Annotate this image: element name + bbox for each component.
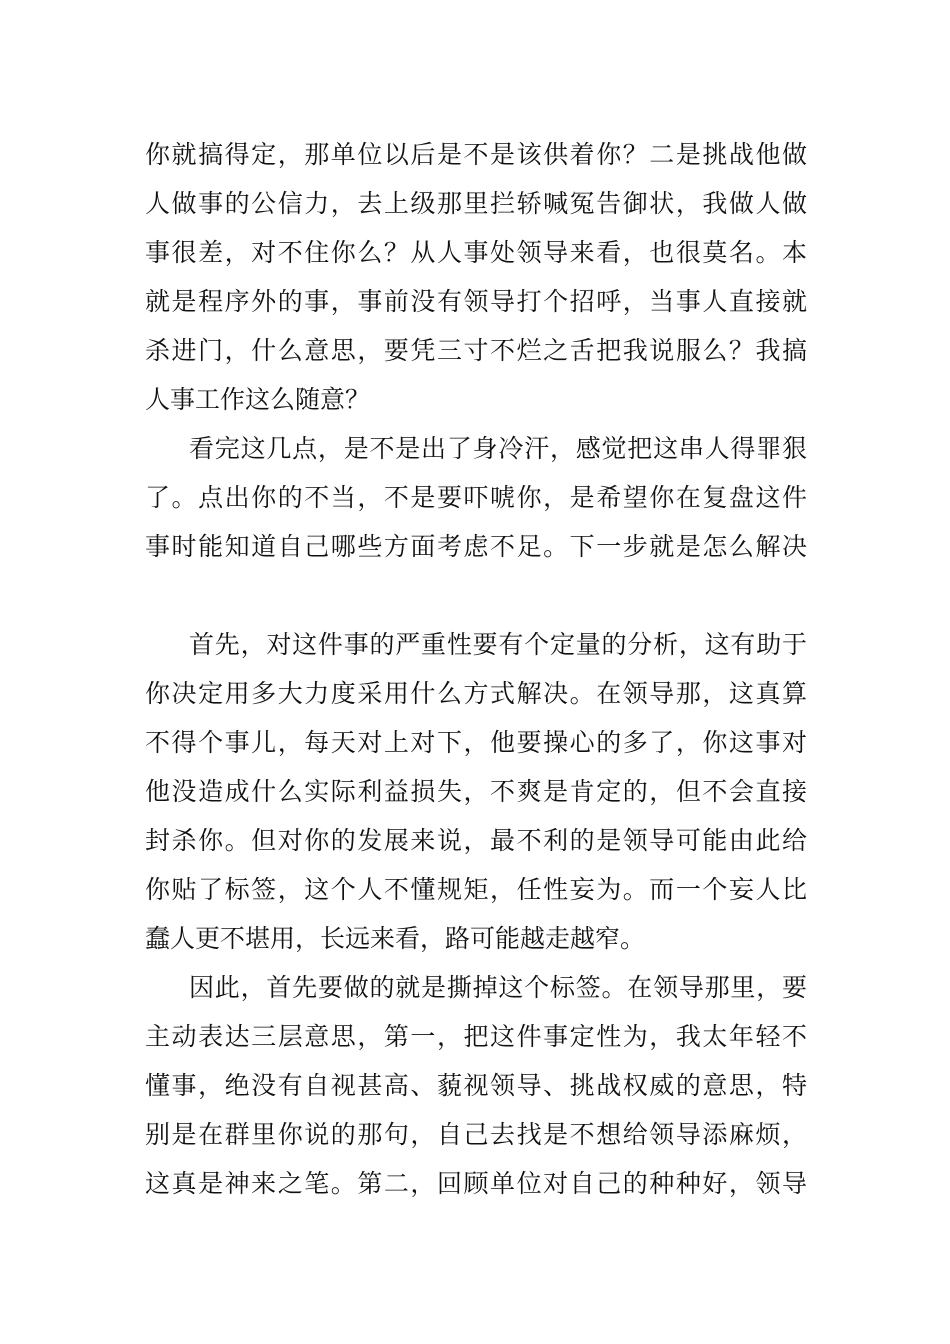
text-line: 你就搞得定，那单位以后是不是该供着你？二是挑战他做 [145,140,807,169]
text-line: 杀进门，什么意思，要凭三寸不烂之舌把我说服么？我搞 [145,336,807,365]
text-line: 因此，首先要做的就是撕掉这个标签。在领导那里，要 [189,973,807,1002]
text-line: 别是在群里你说的那句，自己去找是不想给领导添麻烦， [145,1120,807,1149]
text-line: 人做事的公信力，去上级那里拦轿喊冤告御状，我做人做 [145,189,807,218]
text-line: 你决定用多大力度采用什么方式解决。在领导那，这真算 [145,679,807,708]
text-line: 了。点出你的不当，不是要吓唬你，是希望你在复盘这件 [145,483,807,512]
text-line: 首先，对这件事的严重性要有个定量的分析，这有助于 [189,630,807,659]
text-line: 蠢人更不堪用，长远来看，路可能越走越窄。 [145,924,646,953]
text-line: 看完这几点，是不是出了身冷汗，感觉把这串人得罪狠 [189,434,807,463]
text-line: 人事工作这么随意？ [145,385,371,414]
text-line: 主动表达三层意思，第一，把这件事定性为，我太年轻不 [145,1022,807,1051]
text-line: 这真是神来之笔。第二，回顾单位对自己的种种好，领导 [145,1169,807,1198]
text-line: 你贴了标签，这个人不懂规矩，任性妄为。而一个妄人比 [145,875,807,904]
text-line: 懂事，绝没有自视甚高、藐视领导、挑战权威的意思，特 [145,1071,807,1100]
text-line: 他没造成什么实际利益损失，不爽是肯定的，但不会直接 [145,777,807,806]
text-line: 不得个事儿，每天对上对下，他要操心的多了，你这事对 [145,728,807,757]
text-block-lower [145,620,807,1208]
text-block-upper [145,130,807,571]
text-line: 封杀你。但对你的发展来说，最不利的是领导可能由此给 [145,826,807,855]
text-line: 事很差，对不住你么？从人事处领导来看，也很莫名。本 [145,238,807,267]
text-line: 就是程序外的事，事前没有领导打个招呼，当事人直接就 [145,287,807,316]
text-line: 事时能知道自己哪些方面考虑不足。下一步就是怎么解决 [145,532,807,561]
